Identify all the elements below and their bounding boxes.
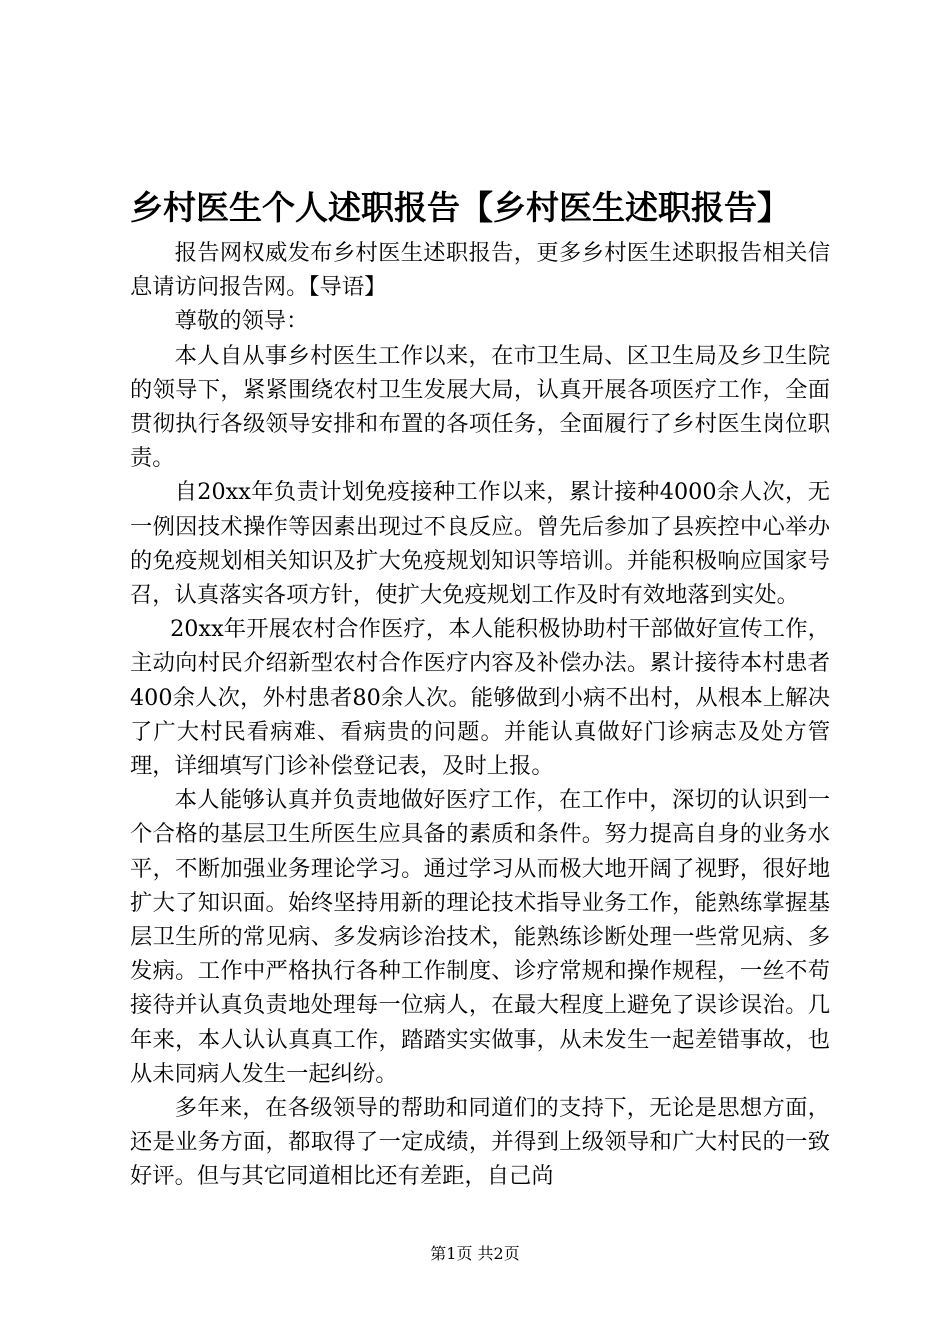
- paragraph-3: 20xx年开展农村合作医疗，本人能积极协助村干部做好宣传工作，主动向村民介绍新型农村合作医疗内容及补偿办法。累计接待本村患者400余人次，外村患者80余人次。能够做到小病不出村，从根本上解决了广大村民看病难、看病贵的问题。并能认真做好门诊病志及处方管理，详细填写门诊补偿登记表，及时上报。: [130, 616, 830, 780]
- paragraph-4: 本人能够认真并负责地做好医疗工作，在工作中，深切的认识到一个合格的基层卫生所医生应具备的素质和条件。努力提高自身的业务水平，不断加强业务理论学习。通过学习从而极大地开阔了视野，很好地扩大了知识面。始终坚持用新的理论技术指导业务工作，能熟练掌握基层卫生所的常见病、多发病诊治技术，能熟练诊断处理一些常见病、多发病。工作中严格执行各种工作制度、诊疗常规和操作规程，一丝不苟接待并认真负责地处理每一位病人，在最大程度上避免了误诊误治。几年来，本人认认真真工作，踏踏实实做事，从未发生一起差错事故，也从未同病人发生一起纠纷。: [130, 787, 830, 1087]
- paragraph-5: 多年来，在各级领导的帮助和同道们的支持下，无论是思想方面，还是业务方面，都取得了一定成绩，并得到上级领导和广大村民的一致好评。但与其它同道相比还有差距，自己尚: [130, 1095, 830, 1190]
- paragraph-salutation: 尊敬的领导：: [174, 308, 309, 335]
- document-title: 乡村医生个人述职报告【乡村医生述职报告】: [130, 188, 790, 227]
- paragraph-1: 本人自从事乡村医生工作以来，在市卫生局、区卫生局及乡卫生院的领导下，紧紧围绕农村卫生发展大局，认真开展各项医疗工作，全面贯彻执行各级领导安排和布置的各项任务，全面履行了乡村医生岗位职责。: [130, 342, 830, 472]
- page-number-footer: 第1页 共2页: [430, 1244, 520, 1263]
- paragraph-intro: 报告网权威发布乡村医生述职报告，更多乡村医生述职报告相关信息请访问报告网。【导语】: [130, 240, 830, 301]
- document-body: [130, 236, 830, 1194]
- paragraph-2: 自20xx年负责计划免疫接种工作以来，累计接种4000余人次，无一例因技术操作等因素出现过不良反应。曾先后参加了县疾控中心举办的免疫规划相关知识及扩大免疫规划知识等培训。并能积极响应国家号召，认真落实各项方针，使扩大免疫规划工作及时有效地落到实处。: [130, 479, 830, 609]
